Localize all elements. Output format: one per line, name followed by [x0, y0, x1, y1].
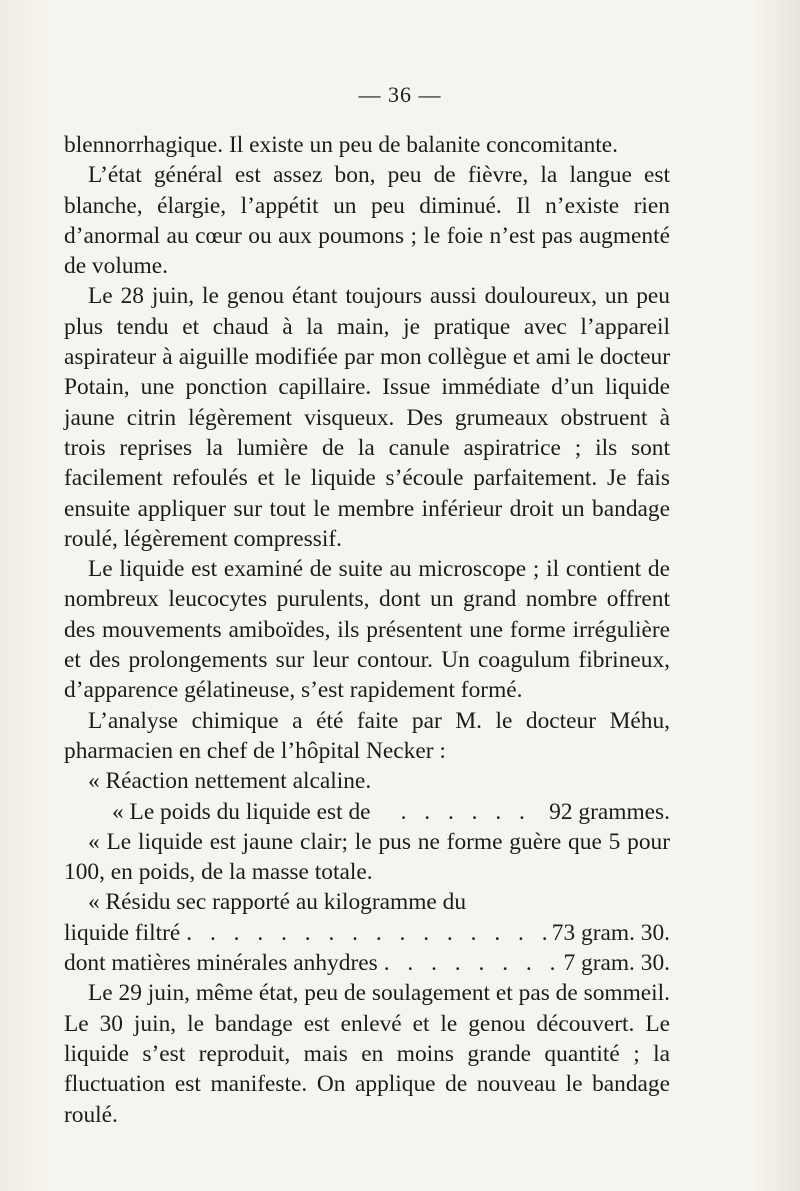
paragraph-chemical-analysis: L’analyse chimique a été faite par M. le docteur Méhu, pharmacien en chef de l’hôpital Necker : [64, 707, 670, 764]
paragraph-continuation: blennorrhagique. Il existe un peu de balanite concomitante. [64, 132, 619, 158]
body-text [64, 130, 670, 1130]
quote-weight-label: « Le poids du liquide est de [112, 798, 371, 825]
page-number: — 36 — [358, 82, 442, 107]
dot-leader [378, 948, 564, 978]
quote-minerals-value: 7 gram. 30. [563, 950, 670, 977]
paragraph-microscope: Le liquide est examiné de suite au microscope ; il contient de nombreux leucocytes purulents, dont un grand nombre offrent des mouvements amiboïdes, ils présentent une forme irrégulière et des prolongements sur leur contour. Un coagulum fibrineux, d’apparence gélatineuse, s’est rapidement formé. [64, 556, 670, 704]
quote-minerals-row [64, 948, 670, 978]
quote-minerals-label: dont matières minérales anhydres [64, 950, 378, 977]
quote-weight-row [64, 797, 670, 827]
paragraph-general-state: L’état général est assez bon, peu de fièvre, la langue est blanche, élargie, l’appétit un peu diminué. Il n’existe rien d’anormal au cœur ou aux poumons ; le foie n’est pas augmenté de volume. [64, 162, 670, 280]
quote-residue: « Résidu sec rapporté au kilogramme du [88, 889, 467, 916]
dot-leader [371, 797, 526, 827]
quote-reaction: « Réaction nettement alcaline. [88, 768, 372, 795]
quote-filtered-label: liquide filtré [64, 919, 181, 946]
paragraph-june-29-30: Le 29 juin, même état, peu de soulagement et pas de sommeil. Le 30 juin, le bandage est enlevé et le genou découvert. Le liquide s’est reproduit, mais en moins grande quantité ; la fluctuation est manifeste. On applique de nouveau le bandage roulé. [64, 980, 671, 1128]
quote-filtered-row [64, 918, 670, 948]
dot-leader [180, 918, 551, 948]
quote-liquid-color: « Le liquide est jaune clair; le pus ne forme guère que 5 pour 100, en poids, de la masse totale. [64, 828, 670, 886]
quote-filtered-value: 73 gram. 30. [551, 919, 670, 946]
paragraph-june-28: Le 28 juin, le genou étant toujours aussi douloureux, un peu plus tendu et chaud à la main, je pratique avec l’appareil aspirateur à aiguille modifiée par mon collègue et ami le docteur Potain, une ponction capillaire. Issue immédiate d’un liquide jaune citrin légèrement visqueux. Des grumeaux obstruent à trois reprises la lumière de la canule aspiratrice ; ils sont facilement refoulés et le liquide s’écoule parfaitement. Je fais ensuite appliquer sur tout le membre inférieur droit un bandage roulé, légèrement compressif. [64, 283, 670, 552]
quote-weight-value: 92 grammes. [549, 798, 670, 825]
